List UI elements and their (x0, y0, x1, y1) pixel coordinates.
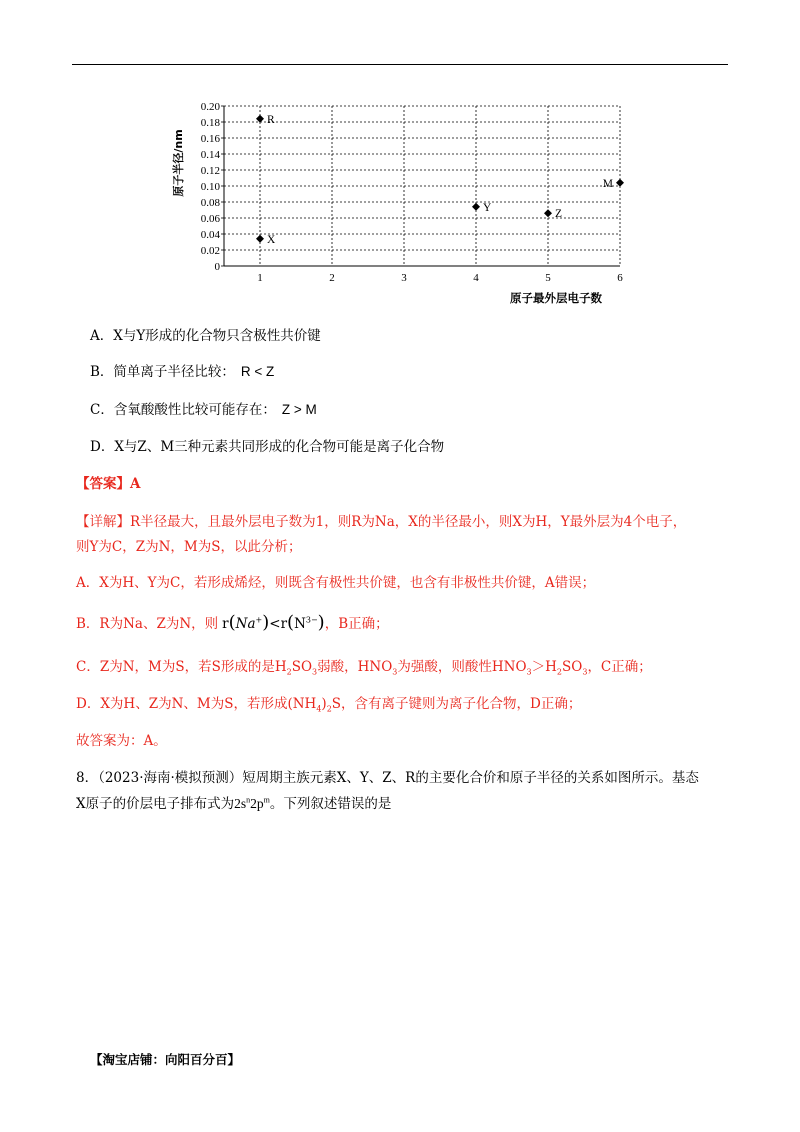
y-tick-label: 0.10 (200, 181, 220, 193)
x-tick-label: 2 (329, 272, 335, 284)
x-tick-label: 6 (617, 272, 623, 284)
point-label-M: M (602, 177, 613, 190)
x-tick-label: 1 (257, 272, 263, 284)
na-ion: Na (235, 616, 256, 632)
x-axis-ticks (257, 272, 623, 284)
question-8-line-2: X原子的价层电子排布式为$2s^n2p^m$。下列叙述错误的是 (76, 795, 392, 812)
r-symbol-1: r (222, 616, 229, 632)
explanation-b-text: B．R为Na、Z为N，则 (76, 616, 219, 632)
explanation-b (76, 612, 389, 633)
n-charge: 3− (305, 615, 318, 625)
option-b-expression: R < Z (240, 364, 275, 379)
point-label-Y: Y (483, 201, 492, 214)
answer: 【答案】A (76, 476, 141, 492)
option-c-expression: Z > M (281, 402, 317, 417)
ion-radius-comparison: $r(Na^+)<r(N^{3-})$ (222, 612, 325, 633)
na-charge: + (255, 615, 263, 625)
point-X (256, 235, 264, 243)
conclusion: 故答案为：A。 (76, 733, 167, 749)
explanation-line-2: 则Y为C，Z为N，M为S，以此分析； (76, 539, 302, 555)
n-ion: N (294, 616, 306, 632)
option-c (90, 398, 317, 418)
option-b-text: B．简单离子半径比较： (90, 364, 235, 380)
explanation-a: A．X为H、Y为C，若形成烯烃，则既含有极性共价键，也含有非极性共价键，A错误； (76, 575, 596, 591)
y-tick-label: 0.18 (200, 117, 220, 129)
r-symbol-2: r (280, 616, 288, 632)
chart-grid (224, 106, 620, 266)
explanation-c: C．Z为N，M为S，若S形成的是$H_2SO_3$弱酸，$HNO_3$为强酸，则酸性$HNO_3>H_2SO_3$，C正确； (76, 659, 652, 677)
y-axis-label: 原子半径/nm (172, 129, 185, 197)
option-a: A．X与Y形成的化合物只含极性共价键 (90, 328, 321, 344)
question-8-line-1: 8．（2023·海南·模拟预测）短周期主族元素X、Y、Z、R的主要化合价和原子半径的关系如图所示。基态 (76, 770, 699, 786)
header-rule (72, 64, 728, 65)
y-tick-label: 0.12 (200, 165, 220, 177)
chart-points (256, 114, 624, 246)
option-d: D．X与Z、M三种元素共同形成的化合物可能是离子化合物 (90, 439, 445, 455)
explanation-d: D．X为H、Z为N、M为S，若形成$(NH_4)_2S$，含有离子键则为离子化合物，D正确； (76, 696, 582, 714)
point-Y (472, 203, 480, 211)
y-tick-label: 0.04 (200, 229, 220, 241)
scatter-chart (160, 88, 640, 313)
y-tick-label: 0 (214, 261, 220, 273)
point-label-X: X (267, 233, 276, 246)
y-tick-label: 0.06 (200, 213, 220, 225)
electron-config: $2s^n2p^m$ (234, 795, 270, 811)
option-b (90, 360, 274, 380)
footer-shop-label: 【淘宝店铺：向阳百分百】 (90, 1052, 241, 1067)
y-tick-label: 0.08 (200, 197, 220, 209)
explanation-b-end: ，B正确； (324, 616, 389, 632)
point-label-R: R (267, 113, 275, 126)
x-tick-label: 5 (545, 272, 551, 284)
x-axis-label: 原子最外层电子数 (510, 291, 602, 305)
x-tick-label: 3 (401, 272, 407, 284)
option-c-text: C．含氧酸酸性比较可能存在： (90, 402, 276, 418)
y-tick-label: 0.14 (200, 149, 220, 161)
explanation-line-1: 【详解】R半径最大，且最外层电子数为1，则R为Na，X的半径最小，则X为H，Y最外层为4个电子， (76, 514, 687, 530)
point-Z (544, 209, 552, 217)
y-tick-label: 0.16 (200, 133, 220, 145)
y-axis-ticks (201, 101, 224, 273)
point-label-Z: Z (555, 208, 563, 221)
x-tick-label: 4 (473, 272, 479, 284)
less-than: < (269, 616, 281, 632)
y-tick-label: 0.20 (200, 101, 220, 113)
y-tick-label: 0.02 (200, 245, 220, 257)
